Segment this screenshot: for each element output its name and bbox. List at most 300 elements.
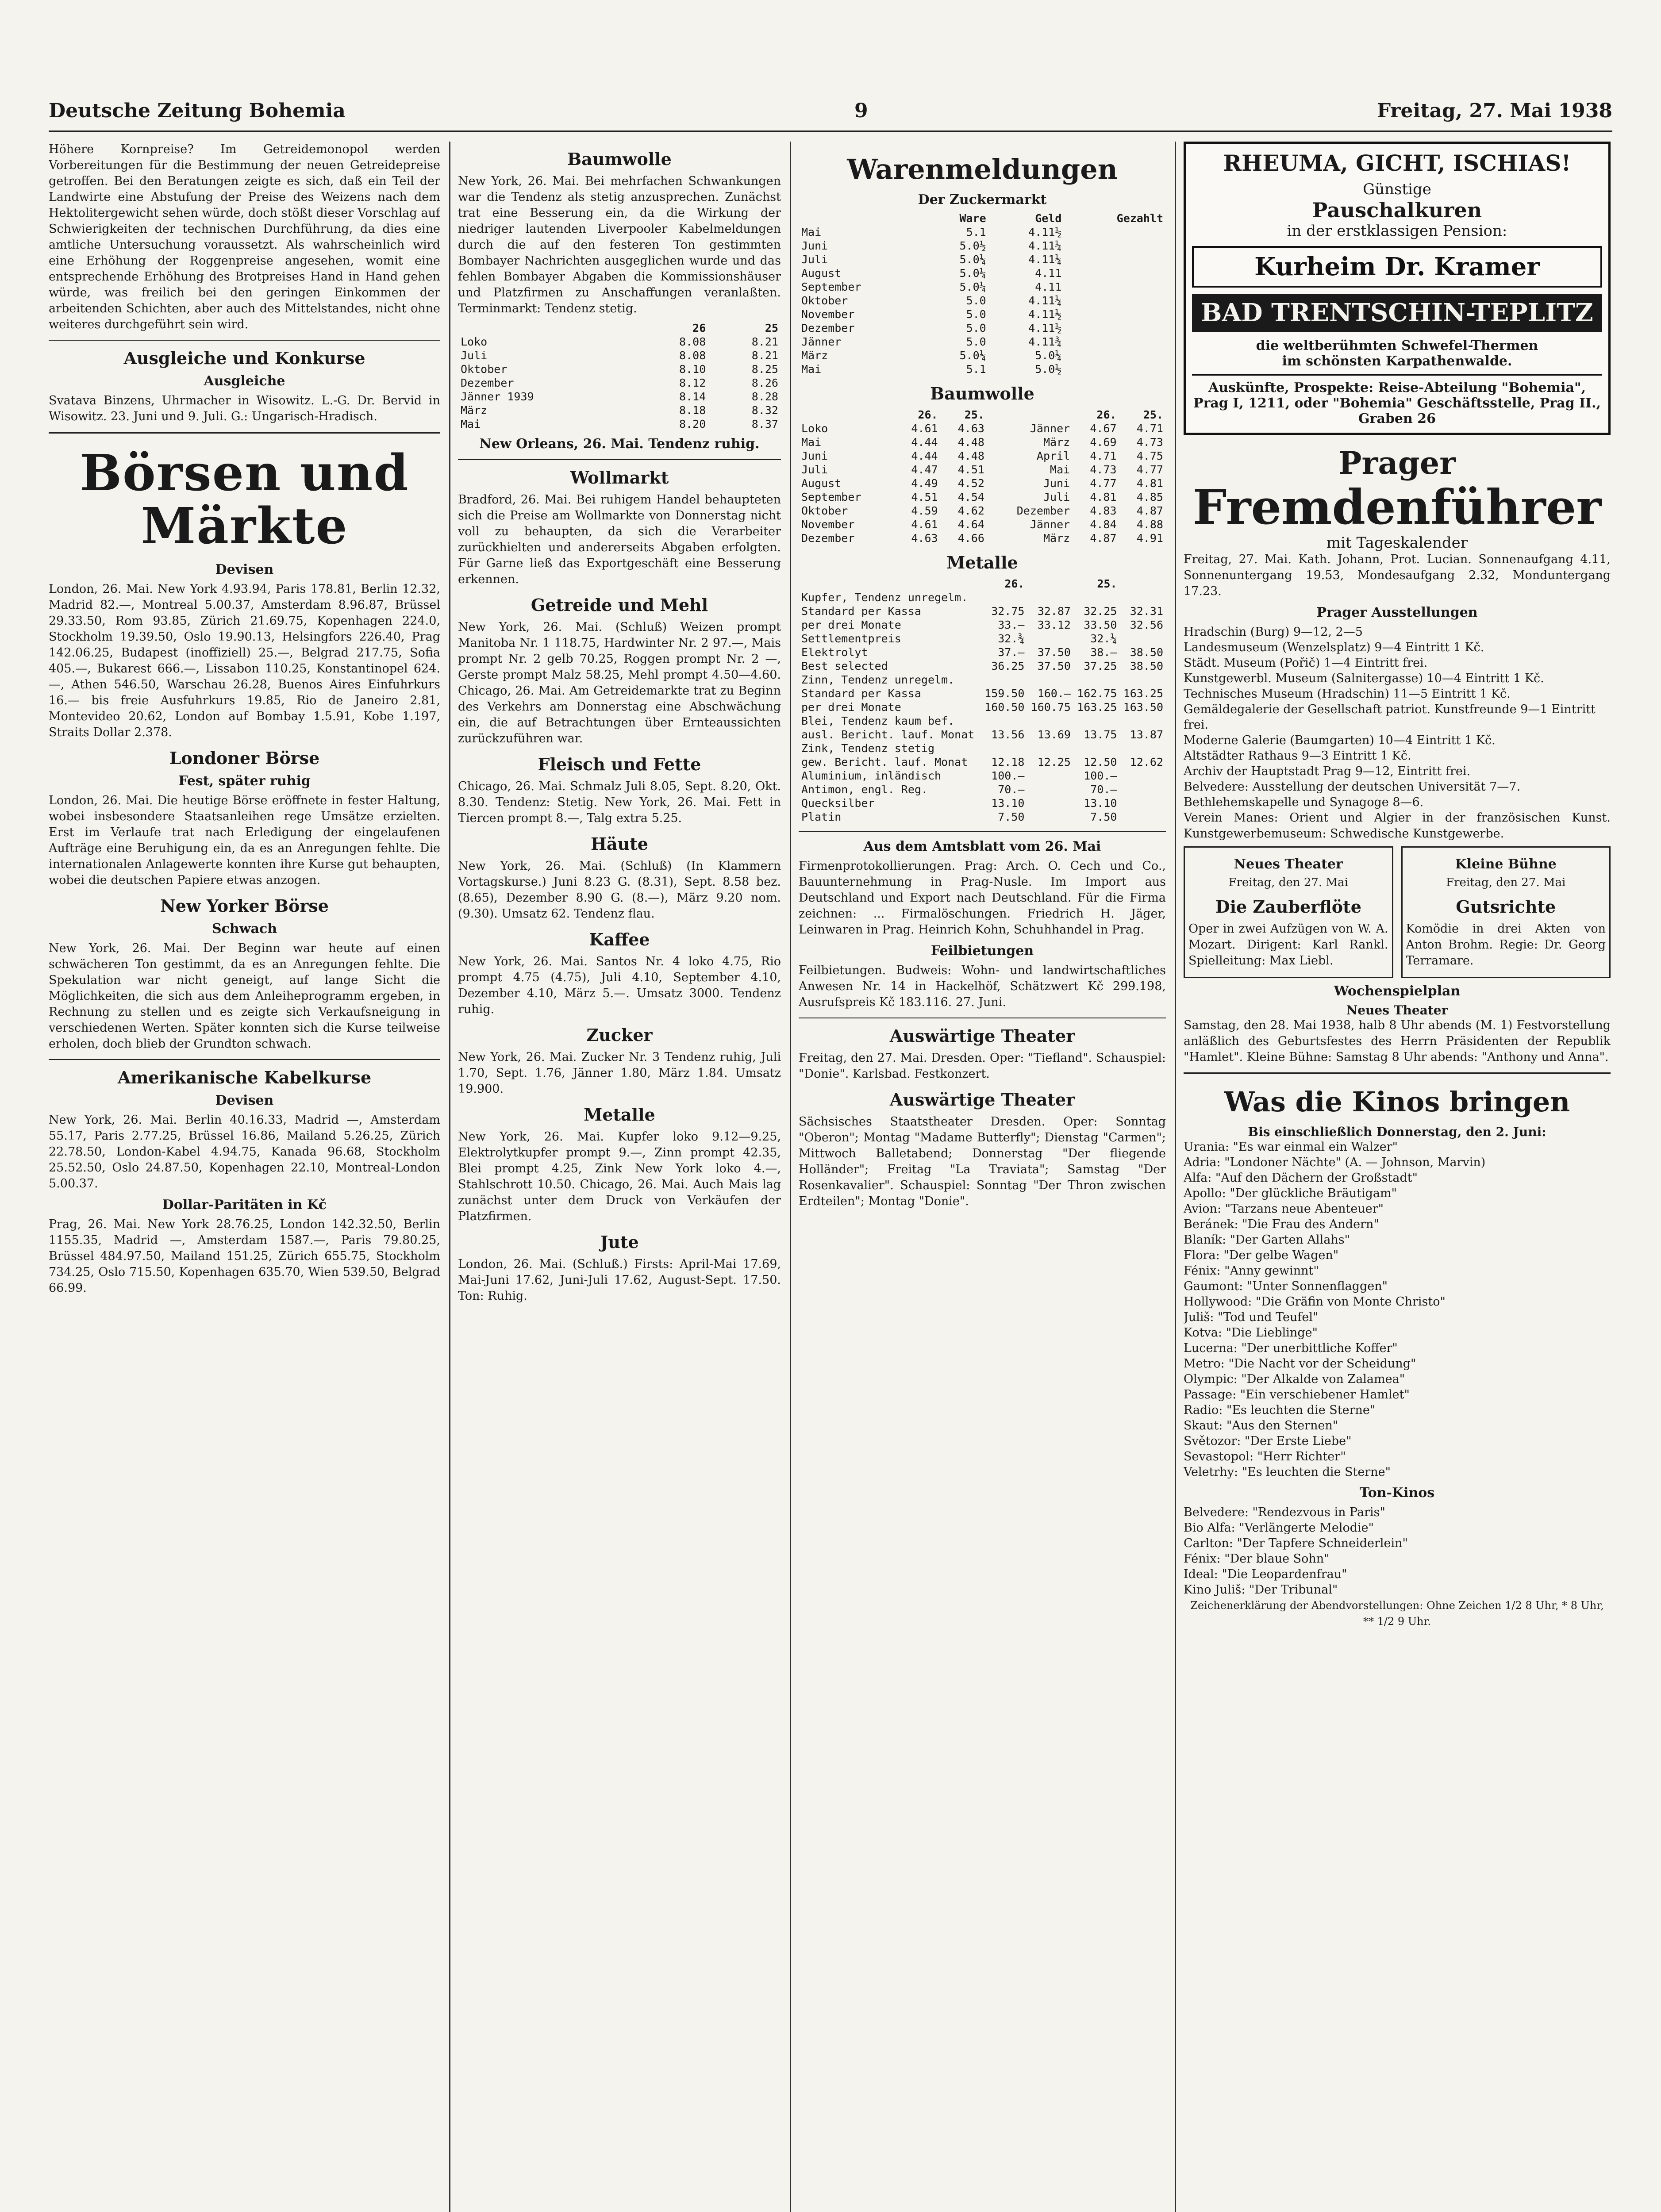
table-header-cell xyxy=(1119,577,1166,591)
cotton-row xyxy=(458,335,781,349)
table-cell: Juli xyxy=(1043,491,1070,503)
table-cell: November xyxy=(801,518,855,531)
table-cell: 12.62 xyxy=(1130,756,1163,768)
exhibition-item: Altstädter Rathaus 9—3 Eintritt 1 Kč. xyxy=(1184,749,1411,763)
theater-day: Freitag, den 27. Mai xyxy=(1228,876,1348,889)
article-text: Samstag, den 28. Mai 1938, halb 8 Uhr abends (M. 1) Festvorstellung anläßlich des Geburtsfestes des Herrn Präsidenten der Republik "Hamlet". Kleine Bühne: Samstag 8 Uhr abends: "Anthony und Anna". xyxy=(1184,1018,1611,1064)
table-cell: März xyxy=(1043,532,1070,545)
sugar-row xyxy=(799,294,1166,307)
table-header-cell xyxy=(799,211,926,225)
ad-text: Günstige xyxy=(1363,180,1431,198)
table-cell: 4.91 xyxy=(1136,532,1163,545)
metal-row xyxy=(799,645,1166,659)
metal-row xyxy=(799,796,1166,810)
table-cell: 32.31 xyxy=(1130,605,1163,618)
table-cell xyxy=(1064,321,1166,335)
guide-title-line1: Prager xyxy=(1338,445,1456,481)
subsection-title: Schwach xyxy=(211,921,277,937)
table-cell: 5.0¼ xyxy=(1035,349,1062,362)
table-cell xyxy=(1027,714,1073,728)
table-cell: 5.0½ xyxy=(1035,363,1062,376)
table-cell: 163.25 xyxy=(1077,701,1117,714)
table-cell: 4.54 xyxy=(957,491,984,503)
table-cell: 4.63 xyxy=(957,422,984,435)
table-cell: 4.62 xyxy=(957,504,984,517)
table-cell: November xyxy=(801,308,855,321)
exhibition-item: Belvedere: Ausstellung der deutschen Universität 7—7. xyxy=(1184,780,1521,794)
sugar-row xyxy=(799,266,1166,280)
table-cell xyxy=(1064,280,1166,294)
table-cell: Platin xyxy=(801,810,842,823)
table-cell: Oktober xyxy=(801,504,848,517)
table-cell: 8.25 xyxy=(751,363,778,376)
table-cell: 8.20 xyxy=(679,418,706,430)
table-cell xyxy=(1119,673,1166,687)
table-header-cell xyxy=(458,321,636,335)
cinema-item: Sevastopol: "Herr Richter" xyxy=(1184,1450,1346,1463)
sound-cinema-item: Ideal: "Die Leopardenfrau" xyxy=(1184,1567,1347,1581)
exhibition-item: Technisches Museum (Hradschin) 11—5 Eintritt 1 Kč. xyxy=(1184,687,1511,701)
ad-contact: Auskünfte, Prospekte: Reise-Abteilung "Bohemia", Prag I, 1211, oder "Bohemia" Geschäftsstelle, Prag II., Graben 26 xyxy=(1192,374,1602,426)
table-cell: 4.52 xyxy=(957,477,984,490)
cotton-liverpool-row xyxy=(799,476,1166,490)
table-cell: 8.37 xyxy=(751,418,778,430)
divider xyxy=(799,831,1166,832)
table-header-cell: 25. xyxy=(964,408,984,421)
table-cell xyxy=(1119,783,1166,796)
metal-row xyxy=(799,673,1166,687)
cinema-item: Metro: "Die Nacht vor der Scheidung" xyxy=(1184,1357,1416,1371)
table-cell: 4.87 xyxy=(1090,532,1117,545)
table-cell: 32.¼ xyxy=(1090,632,1117,645)
theater-title: Neues Theater xyxy=(1234,856,1343,872)
table-cell: Loko xyxy=(801,422,828,435)
table-cell xyxy=(1073,741,1120,755)
page-number: 9 xyxy=(854,99,868,122)
cinema-item: Flora: "Der gelbe Wagen" xyxy=(1184,1248,1339,1262)
article-text: Svatava Binzens, Uhrmacher in Wisowitz. L.-G. Dr. Bervid in Wisowitz. 23. Juni und 9. Juli. G.: Ungarisch-Hradisch. xyxy=(49,394,440,423)
table-cell xyxy=(1119,632,1166,645)
table-cell: April xyxy=(1036,449,1070,462)
table-cell: 5.0 xyxy=(966,308,986,321)
table-cell xyxy=(1064,225,1166,239)
theater-box xyxy=(1401,846,1611,978)
metal-row xyxy=(799,741,1166,755)
table-cell: 163.50 xyxy=(1123,701,1163,714)
table-cell: 37.25 xyxy=(1084,660,1117,672)
cinema-item: Passage: "Ein verschiebener Hamlet" xyxy=(1184,1388,1410,1402)
subsection-title: Der Zuckermarkt xyxy=(918,192,1047,207)
footer-note: Zeichenerklärung der Abendvorstellungen: Ohne Zeichen 1/2 8 Uhr, * 8 Uhr, ** 1/2 9 Uhr. xyxy=(1190,1599,1604,1628)
subsection-title: New Orleans, 26. Mai. Tendenz ruhig. xyxy=(479,436,760,452)
table-header-cell: Ware xyxy=(959,212,986,225)
metal-row xyxy=(799,604,1166,618)
table-cell: 163.25 xyxy=(1123,687,1163,700)
table-cell: 5.0½ xyxy=(959,239,986,252)
table-cell: 13.10 xyxy=(1084,797,1117,810)
table-cell: Juni xyxy=(801,449,828,462)
table-cell: 4.11 xyxy=(1035,267,1062,280)
table-cell xyxy=(1119,591,1166,604)
table-cell: August xyxy=(801,267,842,280)
ad-text: in der erstklassigen Pension: xyxy=(1287,222,1507,240)
table-cell: 159.50 xyxy=(984,687,1025,700)
table-cell: August xyxy=(801,477,842,490)
table-cell: 4.77 xyxy=(1090,477,1117,490)
table-cell: 4.48 xyxy=(957,436,984,449)
table-cell: 37.— xyxy=(998,646,1025,659)
cotton-row xyxy=(458,417,781,431)
cotton-row xyxy=(458,362,781,376)
theater-day: Freitag, den 27. Mai xyxy=(1446,876,1566,889)
table-header-cell: Geld xyxy=(1035,212,1062,225)
article-text: Sächsisches Staatstheater Dresden. Oper: Sonntag "Oberon"; Montag "Madame Butterfly"; Dienstag "Carmen"; Mittwoch Balletabend; Donnerstag "Der fliegende Holländer"; Freitag "La Traviata"; Samstag "Der Rosenkavalier". Schauspiel: Sonntag "Der Thron zwischen Erdteilen"; Montag "Donie". xyxy=(799,1115,1166,1208)
table-cell: Mai xyxy=(801,363,822,376)
table-cell: Jänner xyxy=(1030,518,1070,531)
metal-row xyxy=(799,755,1166,769)
table-cell: 4.48 xyxy=(957,449,984,462)
article-text: London, 26. Mai. New York 4.93.94, Paris 178.81, Berlin 12.32, Madrid 82.—, Montreal 5.00.37, Amsterdam 8.96.87, Brüssel 29.33.50, Rom 93.85, Zürich 21.69.75, Kopenhagen 224.0, Stockholm 19.39.50, Oslo 19.90.13, Helsingfors 226.40, Prag 142.06.25, Budapest (inoffiziell) 25.—, Belgrad 217.75, Sofia 405.—, Bukarest 666.—, Lissabon 110.25, Konstantinopel 624.—, Athen 546.50, Warschau 26.28, Buenos Aires Einfuhrkurs 16.— bis freie Ausfuhrkurs 19.85, Rio de Janeiro 2.81, Montevideo 20.62, London auf Bombay 1.5.91, Kobe 1.197, Straits Dollar 2.378. xyxy=(49,582,440,739)
table-cell: 8.32 xyxy=(751,404,778,417)
table-cell: 5.0¼ xyxy=(959,267,986,280)
sound-cinema-item: Belvedere: "Rendezvous in Paris" xyxy=(1184,1505,1385,1519)
sugar-row xyxy=(799,225,1166,239)
ad-place: BAD TRENTSCHIN-TEPLITZ xyxy=(1192,294,1602,332)
table-cell: März xyxy=(461,404,488,417)
article-text: Prag, 26. Mai. New York 28.76.25, London 142.32.50, Berlin 1155.35, Madrid —, Amsterdam 1587.—, Paris 79.80.25, Brüssel 484.97.50, Mailand 151.25, Zürich 655.75, Stockholm 734.25, Oslo 715.50, Kopenhagen 635.70, Wien 539.50, Belgrad 66.99. xyxy=(49,1217,440,1295)
table-cell: September xyxy=(801,491,861,503)
table-cell: 4.64 xyxy=(957,518,984,531)
table-cell: 4.81 xyxy=(1090,491,1117,503)
table-cell: 13.69 xyxy=(1037,728,1071,741)
table-header-cell xyxy=(1027,577,1073,591)
subsection-subtitle: Neues Theater xyxy=(1346,1003,1448,1018)
exhibition-item: Archiv der Hauptstadt Prag 9—12, Eintritt frei. xyxy=(1184,764,1471,778)
table-cell: Loko xyxy=(461,335,488,348)
table-cell: 4.11¼ xyxy=(1028,294,1062,307)
cinema-item: Radio: "Es leuchten die Sterne" xyxy=(1184,1403,1376,1417)
table-cell: Elektrolyt xyxy=(801,646,868,659)
table-cell: Mai xyxy=(801,226,822,238)
cinema-item: Adria: "Londoner Nächte" (A. — Johnson, Marvin) xyxy=(1184,1156,1486,1169)
cinema-item: Skaut: "Aus den Sternen" xyxy=(1184,1419,1338,1432)
cinema-item: Olympic: "Der Alkalde von Zalamea" xyxy=(1184,1372,1405,1386)
table-header-cell xyxy=(799,408,894,422)
table-header-cell xyxy=(987,408,1073,422)
table-cell: Oktober xyxy=(461,363,508,376)
table-cell xyxy=(1064,253,1166,266)
table-cell xyxy=(1064,307,1166,321)
sound-cinema-item: Fénix: "Der blaue Sohn" xyxy=(1184,1552,1330,1566)
cinema-item: Veletrhy: "Es leuchten die Sterne" xyxy=(1184,1465,1391,1479)
table-cell: 5.0 xyxy=(966,335,986,348)
divider xyxy=(49,340,440,341)
column-4 xyxy=(1184,142,1611,2212)
article-text: London, 26. Mai. (Schluß.) Firsts: April-Mai 17.69, Mai-Juni 17.62, Juni-Juli 17.62, August-Sept. 17.50. Ton: Ruhig. xyxy=(458,1257,781,1303)
table-cell xyxy=(1027,769,1073,783)
section-title: Metalle xyxy=(584,1105,655,1125)
table-cell: 4.49 xyxy=(911,477,938,490)
metal-row xyxy=(799,632,1166,645)
table-cell: Standard per Kassa xyxy=(801,687,921,700)
theater-title: Kleine Bühne xyxy=(1455,856,1557,872)
ad-text: im schönsten Karpathenwalde. xyxy=(1282,353,1512,369)
section-title: Häute xyxy=(591,834,648,854)
table-cell: 4.71 xyxy=(1136,422,1163,435)
metal-row xyxy=(799,769,1166,783)
cotton-table xyxy=(458,321,781,431)
metal-row xyxy=(799,810,1166,824)
table-cell: per drei Monate xyxy=(801,618,901,631)
spa-advertisement xyxy=(1184,142,1611,435)
sugar-table xyxy=(799,211,1166,376)
table-cell: Dezember xyxy=(801,322,855,334)
table-cell: 4.77 xyxy=(1136,463,1163,476)
sound-cinema-item: Kino Juliš: "Der Tribunal" xyxy=(1184,1583,1338,1597)
ad-text: Pauschalkuren xyxy=(1312,198,1482,222)
guide-subtitle: mit Tageskalender xyxy=(1326,534,1468,552)
column-2 xyxy=(458,142,781,2212)
table-cell: 33.50 xyxy=(1084,618,1117,631)
theater-text: Komödie in drei Akten von Anton Brohm. Regie: Dr. Georg Terramare. xyxy=(1406,922,1606,968)
theater-play: Gutsrichte xyxy=(1456,897,1556,917)
section-title: Warenmeldungen xyxy=(847,153,1118,185)
table-cell: 4.11 xyxy=(1035,280,1062,293)
table-cell: 37.50 xyxy=(1037,660,1071,672)
table-cell: 8.18 xyxy=(679,404,706,417)
section-title: Baumwolle xyxy=(930,384,1034,403)
section-title: Ausgleiche und Konkurse xyxy=(123,348,365,368)
sugar-row xyxy=(799,280,1166,294)
article-text: Höhere Kornpreise? Im Getreidemonopol werden Vorbereitungen für die Bestimmung der neuen Getreidepreise getroffen. Bei den Beratungen zeigte es sich, daß ein Teil der Landwirte eine Abstufung der Preise des Weizens nach dem Hektolitergewicht sehen würde, doch stößt dieser Vorschlag auf Schwierigkeiten der technischen Durchführung, da dies eine amtliche Untersuchung voraussetzt. Als wahrscheinlich wird eine Erhöhung der Roggenpreise angesehen, womit eine entsprechende Erhöhung des Brotpreises Hand in Hand gehen würde, was freilich bei den geringen Einkommen der arbeitenden Schichten, aber auch des Mittelstandes, nicht ohne weiteres durchgeführt sein wird. xyxy=(49,142,440,331)
table-cell xyxy=(1027,591,1073,604)
table-cell: 8.21 xyxy=(751,335,778,348)
table-cell: 160.— xyxy=(1037,687,1071,700)
article-text: Verein Manes: Orient und Algier in der französischen Kunst. Kunstgewerbemuseum: Schwedische Kunstgewerbe. xyxy=(1184,811,1611,841)
article-text: New York, 26. Mai. Zucker Nr. 3 Tendenz ruhig, Juli 1.70, Sept. 1.76, Jänner 1.80, März 1.84. Umsatz 19.900. xyxy=(458,1050,781,1096)
sound-cinema-item: Bio Alfa: "Verlängerte Melodie" xyxy=(1184,1521,1374,1535)
cotton-row xyxy=(458,376,781,390)
table-cell: 38.— xyxy=(1090,646,1117,659)
table-cell: 32.87 xyxy=(1037,605,1071,618)
table-cell: Standard per Kassa xyxy=(801,605,921,618)
article-text: Firmenprotokollierungen. Prag: Arch. O. Cech und Co., Bauunternehmung in Prag-Nusle. Im Import aus Deutschland und Export nach Deutschland. Für die Firma zeichnen: ... Firmalöschungen. Friedrich H. Jäger, Leinwaren in Prag. Heinrich Kohn, Schuhhandel in Prag. xyxy=(799,859,1166,937)
subsection-title: Dollar-Paritäten in Kč xyxy=(162,1197,327,1213)
table-cell: 100.— xyxy=(1084,769,1117,782)
table-cell: Juli xyxy=(461,349,488,362)
table-cell xyxy=(1064,266,1166,280)
table-cell: 4.59 xyxy=(911,504,938,517)
cinema-list xyxy=(1184,1139,1611,1480)
table-cell: Kupfer, Tendenz unregelm. xyxy=(801,591,968,604)
table-cell: Dezember xyxy=(801,532,855,545)
table-cell xyxy=(1027,632,1073,645)
metal-row xyxy=(799,591,1166,604)
table-cell: 4.63 xyxy=(911,532,938,545)
subsection-title: Aus dem Amtsblatt vom 26. Mai xyxy=(863,839,1101,854)
section-title: Metalle xyxy=(946,553,1018,572)
table-cell: 70.— xyxy=(1090,783,1117,796)
table-cell: Quecksilber xyxy=(801,797,875,810)
table-cell: 4.87 xyxy=(1136,504,1163,517)
ad-headline: RHEUMA, GICHT, ISCHIAS! xyxy=(1223,150,1571,176)
ad-text: die weltberühmten Schwefel-Thermen xyxy=(1256,338,1538,353)
exhibition-item: Hradschin (Burg) 9—12, 2—5 xyxy=(1184,625,1363,639)
table-cell: 32.25 xyxy=(1084,605,1117,618)
metal-row xyxy=(799,714,1166,728)
table-cell: 162.75 xyxy=(1077,687,1117,700)
table-cell: März xyxy=(1043,436,1070,449)
sugar-row xyxy=(799,349,1166,362)
table-cell: Oktober xyxy=(801,294,848,307)
cinema-item: Fénix: "Anny gewinnt" xyxy=(1184,1264,1319,1278)
column-rule xyxy=(449,142,450,2212)
table-cell: 4.85 xyxy=(1136,491,1163,503)
table-cell: 7.50 xyxy=(1090,810,1117,823)
metal-row xyxy=(799,783,1166,796)
cotton-liverpool-row xyxy=(799,463,1166,476)
table-cell: 4.73 xyxy=(1136,436,1163,449)
table-cell: 36.25 xyxy=(991,660,1025,672)
table-cell xyxy=(1064,239,1166,253)
table-header-cell: 25. xyxy=(1143,408,1163,421)
issue-date: Freitag, 27. Mai 1938 xyxy=(1376,99,1612,122)
table-cell: 5.0¼ xyxy=(959,253,986,266)
table-cell: Juli xyxy=(801,463,828,476)
table-cell: 5.0 xyxy=(966,294,986,307)
metals-table xyxy=(799,577,1166,824)
table-cell: 4.11¼ xyxy=(1028,253,1062,266)
table-header-cell: 26. xyxy=(918,408,938,421)
table-cell: 8.10 xyxy=(679,363,706,376)
table-cell: 4.44 xyxy=(911,449,938,462)
table-cell: Mai xyxy=(801,436,822,449)
cinema-item: Kotva: "Die Lieblinge" xyxy=(1184,1326,1318,1340)
divider xyxy=(49,432,440,434)
masthead: Deutsche Zeitung Bohemia xyxy=(49,99,346,122)
cinema-item: Hollywood: "Die Gräfin von Monte Christo" xyxy=(1184,1295,1446,1309)
section-title: Baumwolle xyxy=(567,149,672,169)
table-cell: 5.0¼ xyxy=(959,280,986,293)
table-cell: 12.50 xyxy=(1084,756,1117,768)
section-title: Kaffee xyxy=(589,929,650,949)
section-title: Was die Kinos bringen xyxy=(1224,1086,1570,1118)
table-header-cell xyxy=(799,577,981,591)
metal-row xyxy=(799,700,1166,714)
table-cell xyxy=(981,591,1027,604)
table-cell: 160.50 xyxy=(984,701,1025,714)
subsection-title: Fest, später ruhig xyxy=(178,773,311,789)
table-cell xyxy=(1027,673,1073,687)
table-cell xyxy=(1027,783,1073,796)
theater-listings xyxy=(1184,846,1611,978)
table-cell: 4.81 xyxy=(1136,477,1163,490)
table-cell: 4.69 xyxy=(1090,436,1117,449)
table-cell xyxy=(1027,810,1073,824)
section-title: Amerikanische Kabelkurse xyxy=(117,1068,372,1087)
table-cell xyxy=(1119,769,1166,783)
table-cell: 32.56 xyxy=(1130,618,1163,631)
cotton-liverpool-row xyxy=(799,531,1166,545)
section-title: New Yorker Börse xyxy=(160,896,329,916)
table-cell: 4.51 xyxy=(957,463,984,476)
table-cell: 13.87 xyxy=(1130,728,1163,741)
table-header-cell: 25 xyxy=(765,322,778,334)
subsection-subtitle: Bis einschließlich Donnerstag, den 2. Juni: xyxy=(1248,1125,1546,1139)
exhibition-item: Landesmuseum (Wenzelsplatz) 9—4 Eintritt 1 Kč. xyxy=(1184,641,1484,654)
table-cell: 4.61 xyxy=(911,422,938,435)
table-cell: Jänner xyxy=(1030,422,1070,435)
table-cell: März xyxy=(801,349,828,362)
table-cell: Mai xyxy=(461,418,481,430)
metal-row xyxy=(799,728,1166,741)
sugar-row xyxy=(799,239,1166,253)
subsection-title: Ausgleiche xyxy=(204,373,285,389)
table-cell: Blei, Tendenz kaum bef. xyxy=(801,714,955,727)
table-cell: Dezember xyxy=(461,376,514,389)
sugar-row xyxy=(799,362,1166,376)
table-cell xyxy=(981,741,1027,755)
theater-text: Oper in zwei Aufzügen von W. A. Mozart. Dirigent: Karl Rankl. Spielleitung: Max Liebl. xyxy=(1188,922,1388,968)
exhibition-item: Gemäldegalerie der Gesellschaft patriot. Kunstfreunde 9—1 Eintritt frei. xyxy=(1184,703,1596,732)
table-cell: 4.11½ xyxy=(1028,322,1062,334)
exhibition-item: Städt. Museum (Pořič) 1—4 Eintritt frei. xyxy=(1184,656,1428,670)
theater-play: Die Zauberflöte xyxy=(1215,897,1361,917)
table-cell xyxy=(1064,335,1166,349)
table-cell: Dezember xyxy=(1016,504,1070,517)
table-cell: 4.66 xyxy=(957,532,984,545)
table-cell: 13.56 xyxy=(991,728,1025,741)
cinema-item: Juliš: "Tod und Teufel" xyxy=(1184,1310,1319,1324)
cinema-item: Avion: "Tarzans neue Abenteuer" xyxy=(1184,1202,1384,1216)
table-cell: 32.¾ xyxy=(998,632,1025,645)
table-cell: 5.1 xyxy=(966,363,986,376)
table-cell: 4.11¾ xyxy=(1028,335,1062,348)
cinema-item: Urania: "Es war einmal ein Walzer" xyxy=(1184,1140,1398,1154)
column-3 xyxy=(799,142,1166,2212)
article-text: Bradford, 26. Mai. Bei ruhigem Handel behaupteten sich die Preise am Wollmarkte von Donnerstag nicht voll zu behaupten, da sich die Verarbeiter zurückhielten und andererseits Abgaben erfolgten. Für Garne ließ das Exportgeschäft eine Besserung erkennen. xyxy=(458,493,781,586)
table-cell xyxy=(981,714,1027,728)
exhibitions-list xyxy=(1184,624,1611,810)
table-cell xyxy=(1119,741,1166,755)
article-text: Feilbietungen. Budweis: Wohn- und landwirtschaftliches Anwesen Nr. 14 in Hackelhöf, Schätzwert Kč 299.198, Ausrufspreis Kč 183.116. 27. Juni. xyxy=(799,964,1166,1009)
table-cell: Best selected xyxy=(801,660,888,672)
page-header xyxy=(49,95,1612,132)
table-cell: 38.50 xyxy=(1130,646,1163,659)
table-cell: gew. Bericht. lauf. Monat xyxy=(801,756,968,768)
table-header-cell: 25. xyxy=(1097,577,1117,590)
table-cell: 8.08 xyxy=(679,349,706,362)
sound-cinema-item: Carlton: "Der Tapfere Schneiderlein" xyxy=(1184,1536,1408,1550)
table-cell: 4.88 xyxy=(1136,518,1163,531)
section-title: Zucker xyxy=(586,1025,653,1045)
table-cell: 12.18 xyxy=(991,756,1025,768)
table-cell: 160.75 xyxy=(1030,701,1071,714)
table-cell: 4.71 xyxy=(1090,449,1117,462)
table-cell: 8.08 xyxy=(679,335,706,348)
cotton-liverpool-row xyxy=(799,422,1166,435)
cinema-item: Beránek: "Die Frau des Andern" xyxy=(1184,1217,1379,1231)
table-cell: Mai xyxy=(1050,463,1070,476)
article-text: London, 26. Mai. Die heutige Börse eröffnete in fester Haltung, wobei insbesondere Staatsanleihen rege Umsätze erzielten. Erst im Verlaufe trat nach Erledigung der eingelaufenen Aufträge eine Beruhigung ein, da es an Anregungen fehlte. Die internationalen Anlagewerte konnten ihre Kurse gut behaupten, wobei die deutschen Papiere etwas anzogen. xyxy=(49,794,440,887)
table-cell: 4.47 xyxy=(911,463,938,476)
table-cell: Aluminium, inländisch xyxy=(801,769,942,782)
cinema-item: Alfa: "Auf den Dächern der Großstadt" xyxy=(1184,1171,1418,1185)
cotton-liverpool-row xyxy=(799,518,1166,531)
table-cell: 4.51 xyxy=(911,491,938,503)
subsection-title: Feilbietungen xyxy=(930,943,1034,959)
article-text: Freitag, den 27. Mai. Dresden. Oper: "Tiefland". Schauspiel: "Donie". Karlsbad. Festkonzert. xyxy=(799,1051,1166,1081)
